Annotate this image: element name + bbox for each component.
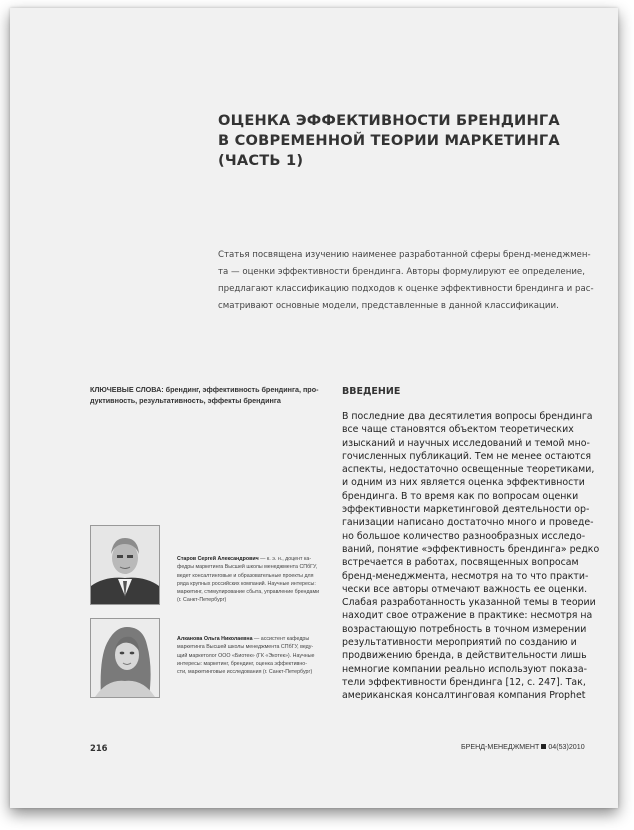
- abstract-line: Статья посвящена изучению наименее разработанной сферы бренд-менеджмен-: [218, 250, 591, 260]
- body-line: встречается в работах, посвященных вопросам: [342, 557, 579, 569]
- title-line: В СОВРЕМЕННОЙ ТЕОРИИ МАРКЕТИНГА: [218, 132, 560, 149]
- author-bio-line: сти, маркетинговые исследования (г. Санкт-Петербург): [177, 669, 313, 676]
- author-bio-line: федры маркетинга Высшей школы менеджмента СПбГУ,: [177, 564, 318, 571]
- body-line: ганизации написано достаточно много и проведе-: [342, 517, 594, 529]
- journal-name: БРЕНД-МЕНЕДЖМЕНТ: [461, 743, 540, 751]
- body-line: эффективности маркетинговой деятельности ор-: [342, 504, 590, 516]
- author-role: — ассистент кафедры: [252, 636, 310, 642]
- author-bio-line: ведет консалтинговые и образовательные проекты для: [177, 572, 314, 579]
- body-line: тели эффективности брендинга [12, с. 247]. Так,: [342, 676, 586, 688]
- body-line: брендинга. В то время как по вопросам оценки: [342, 490, 579, 502]
- body-text: [342, 410, 600, 703]
- journal-page: [10, 8, 618, 808]
- body-line: находит свое отражение в практике: несмотря на: [342, 610, 593, 622]
- title-line: (ЧАСТЬ 1): [218, 152, 304, 169]
- body-line: возрастающую потребность в точном измерении: [342, 623, 587, 635]
- author-name: Старов Сергей Александрович: [177, 556, 259, 562]
- author-photo-male: [91, 526, 159, 604]
- author-name: Алканова Ольга Николаевна: [177, 636, 253, 642]
- keywords-block: [90, 385, 338, 406]
- author-bio-line: маркетинг, стимулирование сбыта, управление брендами: [177, 589, 320, 596]
- body-line: все чаще становятся объектом теоретических: [342, 424, 574, 436]
- journal-footer: [461, 743, 585, 751]
- abstract-line: предлагают классификацию подходов к оценке эффективности брендинга и рас-: [218, 284, 594, 294]
- keywords-line: [90, 385, 338, 396]
- keywords-text: брендинг, эффективность брендинга, про-: [163, 385, 319, 394]
- title-line: ОЦЕНКА ЭФФЕКТИВНОСТИ БРЕНДИНГА: [218, 112, 560, 129]
- body-line: немногие компании реально используют показа-: [342, 663, 587, 675]
- body-line: чески все авторы отмечают важность ее оценки.: [342, 583, 588, 595]
- author-photo-female: [91, 619, 159, 697]
- page-number: 216: [90, 743, 108, 753]
- author-bio-line: маркетинга Высшей школы менеджмента СПбГУ, веду-: [177, 644, 314, 651]
- author-bio-line: интересы: маркетинг, брендинг, оценка эффективно-: [177, 660, 307, 667]
- body-line: но большое количество разнообразных исследо-: [342, 530, 586, 542]
- body-line: Слабая разработанность указанной темы в теории: [342, 597, 596, 609]
- author-photo: [90, 618, 160, 698]
- author-bio: [177, 635, 343, 676]
- article-abstract: [218, 247, 594, 315]
- author-bio: [177, 555, 343, 605]
- body-line: изысканий и научных исследований и темой мно-: [342, 437, 590, 449]
- square-bullet-icon: [541, 744, 546, 749]
- article-title: [218, 111, 598, 171]
- author-bio-line: [177, 635, 343, 643]
- author-bio-line: щий маркетолог ООО «Биотек» (ГК «Экотек»). Научные: [177, 652, 315, 659]
- body-line: и одним из них является оценка эффективности: [342, 477, 585, 489]
- keywords-label: КЛЮЧЕВЫЕ СЛОВА:: [90, 385, 164, 394]
- author-bio-line: [177, 555, 343, 563]
- body-line: В последние два десятилетия вопросы брендинга: [342, 411, 593, 422]
- body-line: ваний, понятие «эффективность брендинга» редко: [342, 543, 600, 555]
- author-bio-line: ряда крупных российских компаний. Научные интересы:: [177, 580, 316, 587]
- body-line: американская консалтинговая компания Prophet: [342, 690, 586, 702]
- section-heading: ВВЕДЕНИЕ: [342, 386, 401, 397]
- journal-issue: 04(53)2010: [548, 743, 585, 751]
- body-line: продвижению бренда, в действительности лишь: [342, 650, 587, 662]
- body-line: результативности мероприятий по созданию и: [342, 637, 577, 649]
- author-bio-line: (г. Санкт-Петербург): [177, 597, 227, 604]
- body-line: аспекты, недостаточно освещенные теоретиками,: [342, 464, 595, 476]
- abstract-line: сматривают основные модели, представленные в данной классификации.: [218, 301, 559, 311]
- keywords-line: дуктивность, результативность, эффекты брендинга: [90, 395, 281, 405]
- abstract-line: та — оценки эффективности брендинга. Авторы формулируют ее определение,: [218, 267, 585, 277]
- body-line: бренд-менеджмента, несмотря на то что практи-: [342, 570, 589, 582]
- author-photo: [90, 525, 160, 605]
- body-line: гочисленных публикаций. Тем не менее остаются: [342, 450, 592, 462]
- author-role: — к. э. н., доцент ка-: [258, 556, 312, 562]
